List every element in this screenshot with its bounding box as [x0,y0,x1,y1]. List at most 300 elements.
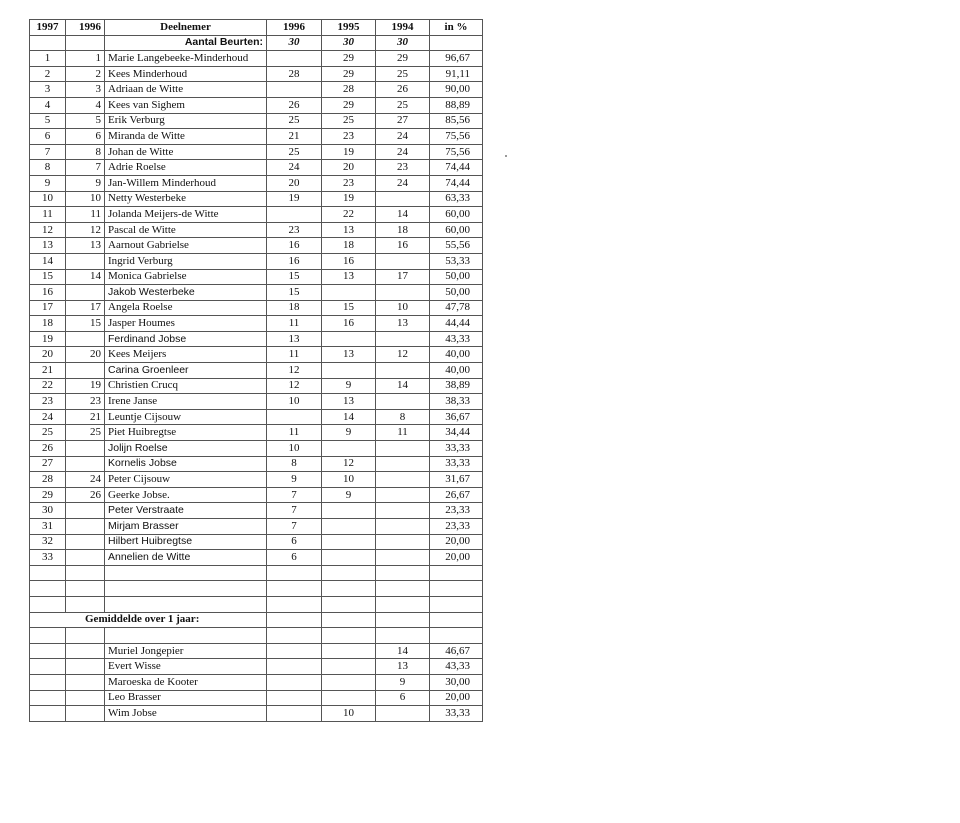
score-1995 [322,674,376,690]
participant-name: Jasper Houmes [105,316,267,332]
participant-row [30,503,483,519]
rank-1996: 1 [66,51,105,67]
percentage: 40,00 [430,363,483,379]
empty-cell [105,628,267,644]
score-1996: 28 [267,66,322,82]
score-1996: 12 [267,363,322,379]
participant-row [30,300,483,316]
empty-cell [30,643,66,659]
participant-row [30,394,483,410]
rank-1996: 20 [66,347,105,363]
score-1994: 14 [376,207,430,223]
rank-1997: 31 [30,519,66,535]
percentage: 33,33 [430,441,483,457]
empty-cell [430,35,483,51]
participant-name: Irene Janse [105,394,267,410]
score-1994: 10 [376,300,430,316]
score-1996: 6 [267,534,322,550]
percentage: 50,00 [430,285,483,301]
participant-row [30,269,483,285]
score-1996 [267,207,322,223]
beurten-label: Aantal Beurten: [105,35,267,51]
rank-1997: 18 [30,316,66,332]
participant-name: Hilbert Huibregtse [105,534,267,550]
score-1996: 6 [267,550,322,566]
participant-row [30,441,483,457]
score-1995: 9 [322,378,376,394]
percentage: 31,67 [430,472,483,488]
participant-row [30,207,483,223]
score-1994: 8 [376,409,430,425]
empty-cell [430,612,483,628]
participant-name: Christien Crucq [105,378,267,394]
score-1995: 10 [322,472,376,488]
header-1996-rank: 1996 [66,20,105,36]
percentage: 75,56 [430,129,483,145]
score-1994: 23 [376,160,430,176]
header-year-1995: 1995 [322,20,376,36]
rank-1997: 5 [30,113,66,129]
empty-cell [322,596,376,612]
participant-row [30,456,483,472]
percentage: 38,33 [430,394,483,410]
rank-1997: 4 [30,97,66,113]
participant-row [30,253,483,269]
rank-1996: 14 [66,269,105,285]
score-1994: 26 [376,82,430,98]
participant-name: Kees Meijers [105,347,267,363]
score-1994 [376,472,430,488]
score-1994 [376,363,430,379]
score-1995 [322,519,376,535]
ranking-table [29,19,483,722]
rank-1996: 24 [66,472,105,488]
participant-name: Carina Groenleer [105,363,267,379]
empty-row [30,581,483,597]
score-1995: 29 [322,66,376,82]
beurten-1996: 30 [267,35,322,51]
score-1996: 11 [267,316,322,332]
participant-row [30,97,483,113]
score-1995 [322,441,376,457]
participant-row [30,191,483,207]
participant-name: Leo Brasser [105,690,267,706]
participant-name: Jolijn Roelse [105,441,267,457]
beurten-1995: 30 [322,35,376,51]
empty-cell [376,596,430,612]
score-1996: 21 [267,129,322,145]
participant-row [30,472,483,488]
percentage: 44,44 [430,316,483,332]
rank-1996: 10 [66,191,105,207]
empty-cell [105,565,267,581]
score-1994: 29 [376,51,430,67]
rank-1997: 13 [30,238,66,254]
participant-name: Aarnout Gabrielse [105,238,267,254]
header-deelnemer: Deelnemer [105,20,267,36]
empty-row [30,565,483,581]
score-1994: 12 [376,347,430,363]
score-1995 [322,503,376,519]
rank-1997: 2 [30,66,66,82]
rank-1997: 32 [30,534,66,550]
score-1995 [322,690,376,706]
score-1996: 7 [267,519,322,535]
rank-1997: 1 [30,51,66,67]
percentage: 60,00 [430,222,483,238]
empty-cell [30,706,66,722]
score-1994: 11 [376,425,430,441]
empty-cell [30,565,66,581]
score-1996: 13 [267,331,322,347]
average-participant-row [30,690,483,706]
score-1996: 11 [267,347,322,363]
empty-cell [66,674,105,690]
participant-name: Leuntje Cijsouw [105,409,267,425]
score-1994 [376,394,430,410]
score-1995: 9 [322,487,376,503]
empty-cell [30,690,66,706]
score-1996: 19 [267,191,322,207]
score-1996: 16 [267,238,322,254]
header-row [30,20,483,36]
score-1995 [322,285,376,301]
rank-1997: 26 [30,441,66,457]
score-1995 [322,534,376,550]
score-1994: 24 [376,144,430,160]
percentage: 46,67 [430,643,483,659]
average-participant-row [30,706,483,722]
participant-row [30,160,483,176]
empty-cell [66,565,105,581]
participant-name: Ferdinand Jobse [105,331,267,347]
score-1995: 19 [322,191,376,207]
percentage: 30,00 [430,674,483,690]
rank-1997: 17 [30,300,66,316]
rank-1997: 20 [30,347,66,363]
score-1994 [376,285,430,301]
participant-name: Ingrid Verburg [105,253,267,269]
percentage: 34,44 [430,425,483,441]
empty-row [30,628,483,644]
average-participant-row [30,643,483,659]
score-1995: 13 [322,394,376,410]
empty-cell [376,628,430,644]
score-1995: 13 [322,269,376,285]
score-1996: 9 [267,472,322,488]
empty-cell [322,581,376,597]
score-1996: 10 [267,394,322,410]
empty-cell [322,628,376,644]
score-1994: 6 [376,690,430,706]
empty-cell [376,612,430,628]
participant-name: Mirjam Brasser [105,519,267,535]
score-1994 [376,550,430,566]
participant-name: Kees Minderhoud [105,66,267,82]
score-1995: 23 [322,175,376,191]
score-1996 [267,690,322,706]
rank-1997: 28 [30,472,66,488]
empty-cell [30,35,66,51]
empty-cell [66,690,105,706]
participant-name: Kees van Sighem [105,97,267,113]
rank-1996: 2 [66,66,105,82]
score-1995: 25 [322,113,376,129]
rank-1996: 6 [66,129,105,145]
rank-1997: 23 [30,394,66,410]
participant-row [30,285,483,301]
rank-1996 [66,253,105,269]
rank-1997: 24 [30,409,66,425]
rank-1996: 17 [66,300,105,316]
score-1994 [376,706,430,722]
empty-cell [105,596,267,612]
participant-name: Adrie Roelse [105,160,267,176]
gemiddelde-label: Gemiddelde over 1 jaar: [30,612,267,628]
score-1996 [267,82,322,98]
participant-name: Muriel Jongepier [105,643,267,659]
participant-row [30,425,483,441]
rank-1997: 7 [30,144,66,160]
score-1994 [376,253,430,269]
score-1995: 14 [322,409,376,425]
rank-1997: 30 [30,503,66,519]
score-1996: 8 [267,456,322,472]
score-1995: 29 [322,51,376,67]
score-1994 [376,441,430,457]
percentage: 20,00 [430,550,483,566]
empty-cell [267,612,322,628]
percentage: 20,00 [430,534,483,550]
score-1994 [376,519,430,535]
participant-name: Peter Cijsouw [105,472,267,488]
rank-1997: 10 [30,191,66,207]
percentage: 33,33 [430,456,483,472]
empty-cell [322,565,376,581]
participant-row [30,534,483,550]
rank-1996: 21 [66,409,105,425]
score-1996 [267,706,322,722]
participant-row [30,144,483,160]
rank-1997: 6 [30,129,66,145]
participant-name: Jakob Westerbeke [105,285,267,301]
score-1994 [376,331,430,347]
score-1996: 15 [267,285,322,301]
score-1996: 24 [267,160,322,176]
empty-cell [30,581,66,597]
participant-name: Annelien de Witte [105,550,267,566]
rank-1997: 19 [30,331,66,347]
empty-cell [66,596,105,612]
score-1994 [376,503,430,519]
rank-1996 [66,550,105,566]
participant-row [30,331,483,347]
empty-cell [430,565,483,581]
score-1994: 16 [376,238,430,254]
participant-name: Angela Roelse [105,300,267,316]
percentage: 43,33 [430,659,483,675]
score-1994 [376,456,430,472]
participant-name: Miranda de Witte [105,129,267,145]
empty-cell [30,659,66,675]
percentage: 36,67 [430,409,483,425]
ranking-table-body [30,20,483,722]
participant-row [30,316,483,332]
participant-row [30,82,483,98]
empty-cell [376,565,430,581]
participant-name: Marie Langebeeke-Minderhoud [105,51,267,67]
score-1994: 17 [376,269,430,285]
empty-cell [30,628,66,644]
empty-cell [267,565,322,581]
average-participant-row [30,659,483,675]
participant-name: Pascal de Witte [105,222,267,238]
score-1996 [267,674,322,690]
rank-1996 [66,503,105,519]
rank-1997: 9 [30,175,66,191]
empty-cell [66,628,105,644]
rank-1996 [66,456,105,472]
rank-1997: 15 [30,269,66,285]
score-1995 [322,550,376,566]
header-1997: 1997 [30,20,66,36]
participant-name: Geerke Jobse. [105,487,267,503]
participant-name: Kornelis Jobse [105,456,267,472]
score-1995: 15 [322,300,376,316]
score-1996: 7 [267,487,322,503]
rank-1997: 22 [30,378,66,394]
score-1995 [322,659,376,675]
rank-1996: 3 [66,82,105,98]
beurten-row [30,35,483,51]
percentage: 23,33 [430,519,483,535]
participant-name: Jan-Willem Minderhoud [105,175,267,191]
participant-row [30,222,483,238]
participant-row [30,238,483,254]
score-1994: 14 [376,378,430,394]
score-1994: 9 [376,674,430,690]
header-year-1994: 1994 [376,20,430,36]
score-1995: 12 [322,456,376,472]
participant-name: Erik Verburg [105,113,267,129]
score-1996: 20 [267,175,322,191]
score-1994: 13 [376,316,430,332]
score-1995: 28 [322,82,376,98]
rank-1997: 33 [30,550,66,566]
score-1996: 26 [267,97,322,113]
score-1995 [322,331,376,347]
score-1994: 24 [376,129,430,145]
score-1994: 13 [376,659,430,675]
participant-row [30,550,483,566]
rank-1996: 23 [66,394,105,410]
percentage: 50,00 [430,269,483,285]
empty-cell [66,659,105,675]
score-1995: 19 [322,144,376,160]
percentage: 75,56 [430,144,483,160]
rank-1997: 14 [30,253,66,269]
rank-1996 [66,519,105,535]
score-1996: 25 [267,144,322,160]
rank-1997: 16 [30,285,66,301]
score-1996 [267,409,322,425]
rank-1996: 11 [66,207,105,223]
rank-1997: 3 [30,82,66,98]
percentage: 40,00 [430,347,483,363]
rank-1996 [66,534,105,550]
average-participant-row [30,674,483,690]
percentage: 88,89 [430,97,483,113]
percentage: 43,33 [430,331,483,347]
participant-row [30,378,483,394]
rank-1996: 13 [66,238,105,254]
score-1994 [376,487,430,503]
empty-cell [66,643,105,659]
header-year-1996: 1996 [267,20,322,36]
empty-cell [267,628,322,644]
score-1995: 18 [322,238,376,254]
empty-cell [322,612,376,628]
rank-1996 [66,285,105,301]
score-1994: 25 [376,97,430,113]
score-1996: 12 [267,378,322,394]
percentage: 47,78 [430,300,483,316]
percentage: 23,33 [430,503,483,519]
empty-row [30,596,483,612]
empty-cell [105,581,267,597]
percentage: 74,44 [430,160,483,176]
empty-cell [430,628,483,644]
participant-row [30,113,483,129]
percentage: 60,00 [430,207,483,223]
percentage: 38,89 [430,378,483,394]
percentage: 96,67 [430,51,483,67]
gemiddelde-row [30,612,483,628]
participant-name: Maroeska de Kooter [105,674,267,690]
score-1995: 16 [322,253,376,269]
empty-cell [267,581,322,597]
participant-name: Monica Gabrielse [105,269,267,285]
score-1996 [267,51,322,67]
score-1995 [322,363,376,379]
rank-1996: 12 [66,222,105,238]
participant-name: Evert Wisse [105,659,267,675]
beurten-1994: 30 [376,35,430,51]
rank-1996: 5 [66,113,105,129]
participant-name: Wim Jobse [105,706,267,722]
participant-row [30,66,483,82]
score-1996: 18 [267,300,322,316]
rank-1997: 11 [30,207,66,223]
participant-name: Piet Huibregtse [105,425,267,441]
participant-row [30,347,483,363]
rank-1997: 21 [30,363,66,379]
participant-name: Peter Verstraate [105,503,267,519]
participant-name: Jolanda Meijers-de Witte [105,207,267,223]
empty-cell [30,674,66,690]
score-1994: 14 [376,643,430,659]
score-1996: 7 [267,503,322,519]
rank-1996 [66,331,105,347]
score-1995: 29 [322,97,376,113]
participant-row [30,519,483,535]
rank-1996: 8 [66,144,105,160]
empty-cell [267,596,322,612]
participant-row [30,487,483,503]
rank-1997: 25 [30,425,66,441]
score-1995: 23 [322,129,376,145]
rank-1997: 27 [30,456,66,472]
